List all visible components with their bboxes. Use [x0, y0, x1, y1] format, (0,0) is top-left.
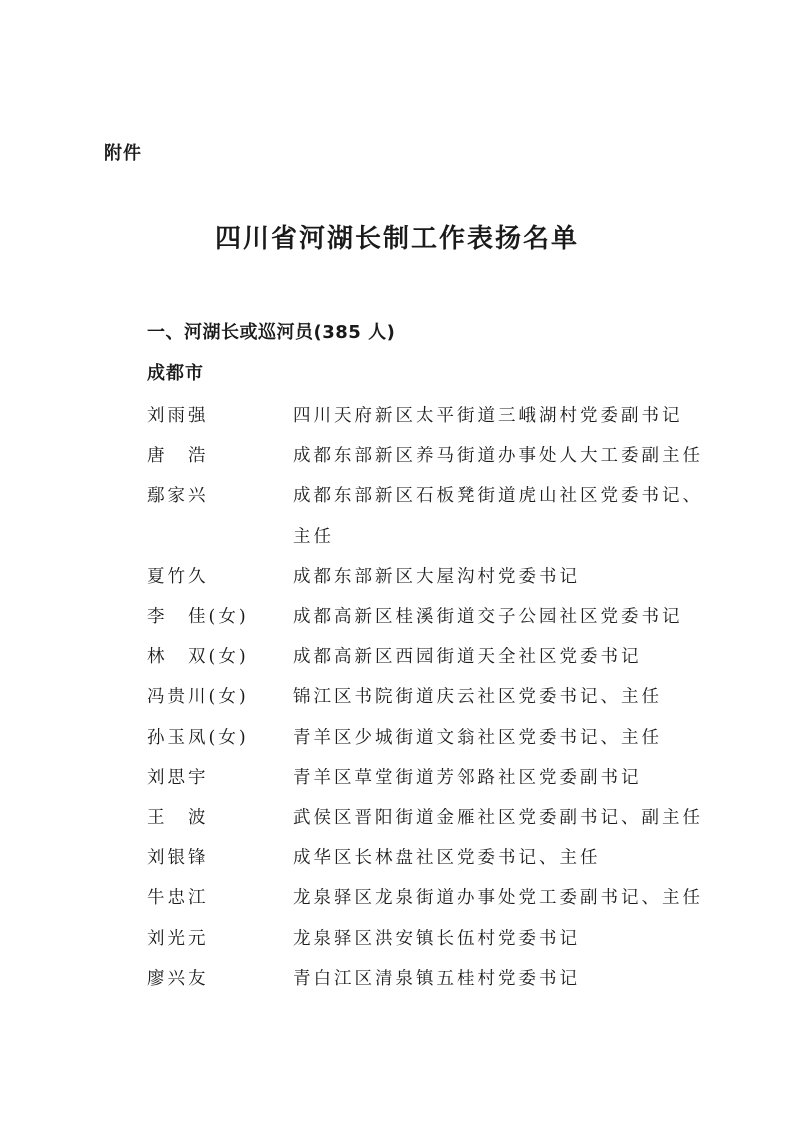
- honoree-name: 刘思宇: [147, 767, 209, 788]
- honoree-position: 成华区长林盘社区党委书记、主任: [293, 848, 601, 869]
- honoree-name: 刘银锋: [147, 848, 209, 869]
- list-item: [147, 677, 707, 717]
- list-item: [147, 959, 707, 999]
- list-item: [147, 798, 707, 838]
- honoree-name: 李 佳(女): [147, 607, 249, 628]
- honoree-position: 成都高新区桂溪街道交子公园社区党委书记: [293, 607, 683, 628]
- list-item: [147, 557, 707, 597]
- list-item: [147, 476, 707, 556]
- list-item: [147, 919, 707, 959]
- honoree-name: 孙玉凤(女): [147, 727, 249, 748]
- honoree-name: 林 双(女): [147, 647, 249, 668]
- honoree-position: 龙泉驿区洪安镇长伍村党委书记: [293, 928, 580, 949]
- honoree-name: 刘雨强: [147, 406, 209, 426]
- city-heading: 成都市: [147, 363, 204, 384]
- honoree-position: 青羊区少城街道文翁社区党委书记、主任: [293, 727, 662, 748]
- honoree-name: 牛忠江: [147, 888, 209, 909]
- section-heading: 一、河湖长或巡河员(385 人): [147, 322, 396, 343]
- honoree-name: 鄢家兴: [147, 486, 209, 507]
- list-item: [147, 758, 707, 798]
- honoree-position: 青羊区草堂街道芳邻路社区党委副书记: [293, 767, 642, 788]
- honoree-position: 锦江区书院街道庆云社区党委书记、主任: [293, 687, 662, 708]
- list-item: [147, 637, 707, 677]
- document-title: 四川省河湖长制工作表扬名单: [214, 224, 579, 254]
- honoree-position: 龙泉驿区龙泉街道办事处党工委副书记、主任: [293, 888, 703, 909]
- honoree-position: 成都东部新区大屋沟村党委书记: [293, 566, 580, 587]
- honoree-name: 王 波: [147, 808, 209, 829]
- honoree-name: 廖兴友: [147, 968, 209, 989]
- honoree-position: 成都高新区西园街道天全社区党委书记: [293, 647, 642, 668]
- attachment-label: 附件: [104, 143, 142, 164]
- list-item: [147, 396, 707, 436]
- list-item: [147, 718, 707, 758]
- list-item: [147, 436, 707, 476]
- honoree-position: 青白江区清泉镇五桂村党委书记: [293, 968, 580, 989]
- honoree-position: 武侯区晋阳街道金雁社区党委副书记、副主任: [293, 808, 703, 829]
- list-item: [147, 597, 707, 637]
- honoree-name: 冯贵川(女): [147, 687, 249, 708]
- honoree-name: 唐 浩: [147, 446, 209, 467]
- honoree-list: [147, 396, 707, 999]
- honoree-name: 刘光元: [147, 928, 209, 949]
- honoree-name: 夏竹久: [147, 566, 209, 587]
- honoree-position: 成都东部新区石板凳街道虎山社区党委书记、主任: [293, 486, 703, 547]
- honoree-position: 成都东部新区养马街道办事处人大工委副主任: [293, 446, 703, 467]
- list-item: [147, 878, 707, 918]
- honoree-position: 四川天府新区太平街道三峨湖村党委副书记: [293, 406, 683, 426]
- list-item: [147, 838, 707, 878]
